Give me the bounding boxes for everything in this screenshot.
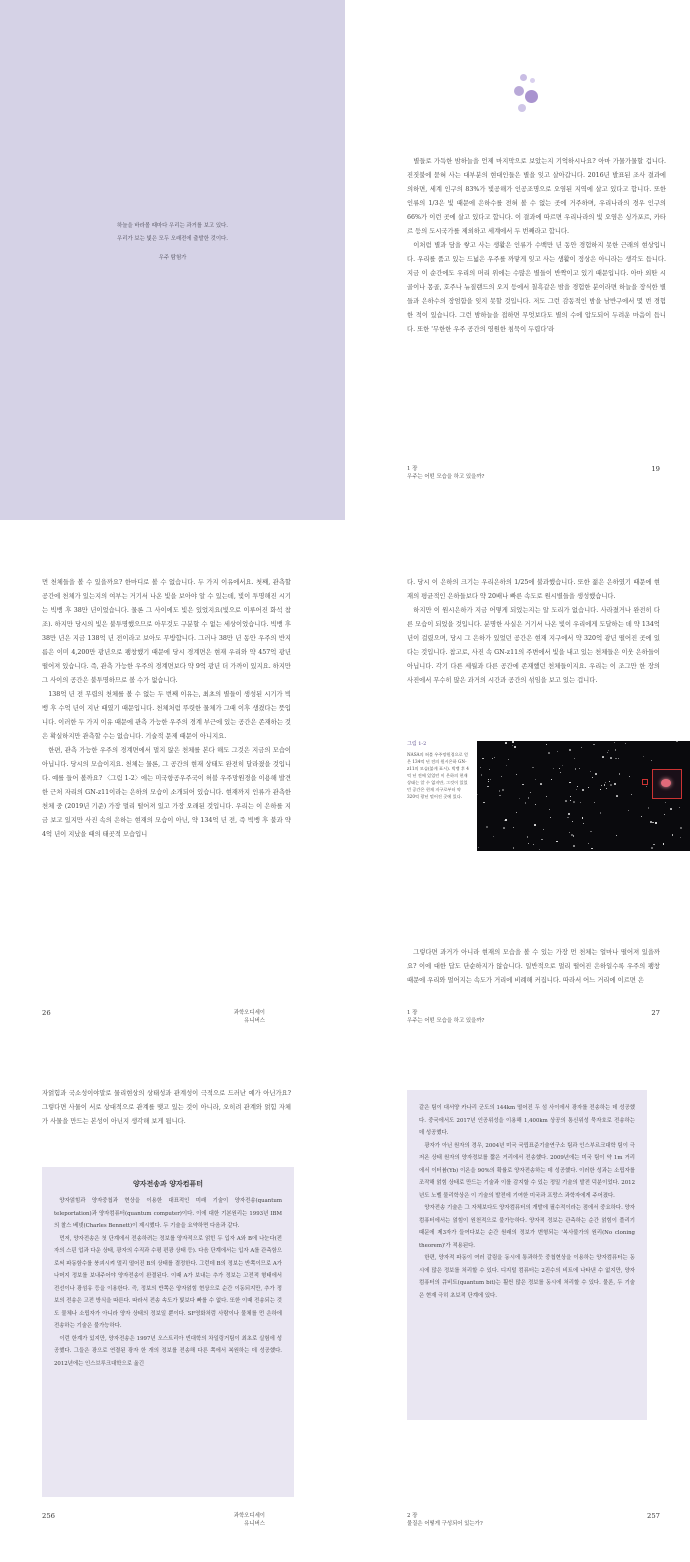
star-icon xyxy=(546,744,547,745)
star-icon xyxy=(540,783,542,785)
star-icon xyxy=(664,814,665,815)
star-icon xyxy=(512,745,513,746)
galaxy-icon xyxy=(661,779,671,787)
star-icon xyxy=(568,813,570,815)
chapter-footer xyxy=(407,465,484,481)
star-icon xyxy=(532,767,534,769)
star-icon xyxy=(591,848,592,849)
star-icon xyxy=(614,783,616,785)
star-icon xyxy=(513,847,514,848)
page-19 xyxy=(345,0,690,520)
star-icon xyxy=(565,800,567,802)
star-icon xyxy=(580,802,581,803)
star-icon xyxy=(581,747,582,748)
star-icon xyxy=(567,817,569,819)
box-paragraph: 이런 한계가 있지만, 양자전송은 1997년 오스트리아 빈대학의 차일링거팀이 최초로 실험에 성공했다. 그들은 광으로 연결된 광자 한 개의 정보를 전송해 다른 쪽에서 복원하는 데 성공했다. 2012년에는 인스브루크대학으로 옮긴 xyxy=(54,1335,282,1367)
star-icon xyxy=(553,768,554,769)
star-icon xyxy=(602,756,604,758)
epigraph-line-2: 우리가 보는 빛은 모두 오래전에 출발한 것이다. xyxy=(117,236,228,242)
star-icon xyxy=(556,841,558,843)
star-icon xyxy=(499,795,500,796)
paragraph: 그렇다면 과거가 아니라 현재의 모습을 볼 수 있는 가장 먼 천체는 얼마나 떨어져 있을까요? 이에 대한 답도 단순하지가 않습니다. 일반적으로 멀리 떨어진 은하일수록 우주의 팽창 때문에 우리와 멀어지는 속도가 거리에 비례해 커집니다. 따라서 어느 거리에 이르면 은 xyxy=(407,949,660,984)
paragraph: 하지만 이 원시은하가 지금 어떻게 되었는지는 알 도리가 없습니다. 사라졌거나 완전히 다른 모습이 되었을 것입니다. 분명한 사실은 거기서 나온 빛이 우리에게 도달하는 데 약 134억 년이 걸렸으며, 당시 그 은하가 있었던 공간은 현재 지구에서 약 320억 광년 떨어진 곳에 있다는 것입니다. 참고로, 사진 속 GN-z11의 주변에서 빛을 내고 있는 천체들은 이웃 은하들이 아닙니다. 각기 다른 세월과 다른 공간에 존재했던 천체들이지요. 우리는 이 조그만 한 장의 사진에서 무수히 많은 과거의 시간과 공간의 섞임을 보고 있는 겁니다. xyxy=(407,607,660,684)
star-icon xyxy=(512,741,514,743)
epigraph xyxy=(0,220,345,265)
star-icon xyxy=(482,758,484,760)
star-icon xyxy=(606,788,607,789)
chapter-title: 우주는 어떤 모습을 하고 있을까? xyxy=(407,474,485,480)
star-icon xyxy=(582,789,584,791)
page-27 xyxy=(345,521,690,1041)
page-number: 19 xyxy=(651,465,660,473)
star-icon xyxy=(651,847,653,849)
star-icon xyxy=(573,845,575,847)
star-icon xyxy=(525,802,526,803)
page-256 xyxy=(0,1042,345,1562)
star-icon xyxy=(560,772,561,773)
star-icon xyxy=(551,779,552,780)
star-icon xyxy=(513,827,514,828)
box-paragraph: 같은 팀이 대서양 카나리 군도의 144km 떨어진 두 섬 사이에서 광자를 전송하는 데 성공했다. 중국에서도 2017년 인공위성을 이용해 1,400km 상공의 통신위성 묵자호로 전송하는 데 성공했다. xyxy=(419,1105,635,1136)
star-icon xyxy=(486,826,488,828)
star-icon xyxy=(609,781,610,782)
star-icon xyxy=(477,794,478,795)
star-icon xyxy=(655,822,656,823)
box-title: 양자전송과 양자컴퓨터 xyxy=(132,1180,204,1188)
page-number: 256 xyxy=(42,1512,55,1520)
star-icon xyxy=(628,810,629,811)
star-icon xyxy=(494,757,495,758)
star-icon xyxy=(576,789,577,790)
star-icon xyxy=(605,782,606,783)
series-title: 과학오디세이 xyxy=(233,1513,265,1519)
star-icon xyxy=(579,768,580,769)
star-icon xyxy=(663,843,664,844)
sidebar-box xyxy=(42,1167,294,1497)
star-icon xyxy=(487,786,489,788)
page-number: 27 xyxy=(651,1009,660,1017)
star-icon xyxy=(514,746,516,748)
galaxy-inset-icon xyxy=(652,769,682,799)
star-icon xyxy=(615,749,616,750)
box-text xyxy=(42,1195,294,1370)
box-paragraph: 양자얽힘과 양자중첩과 현상을 이용한 대표적인 미래 기술이 양자전송(quantum teleportation)과 양자컴퓨터(quantum computer)이다. 이에 대한 기본원리는 1993년 IBM의 찰스 베넷(Charles Bennett)이 제시했다. 두 기술을 요약하면 다음과 같다. xyxy=(54,1198,282,1229)
epigraph-line-1: 하늘을 바라볼 때마다 우리는 과거를 보고 있다. xyxy=(117,223,228,229)
body-text xyxy=(407,155,666,337)
star-icon xyxy=(528,797,529,798)
star-icon xyxy=(528,843,529,844)
paragraph: 별들로 가득한 밤하늘을 언제 마지막으로 보았는지 기억하시나요? 아마 가물가물할 겁니다. 진짓불에 묻혀 사는 대부분의 현대인들은 별을 잊고 살아갑니다. 2016년 발표된 조사 결과에 의하면, 세계 인구의 83%가 빛공해가 인공조명으로 오염된 지역에 살고 있다고 합니다. 또한 인류의 1/3은 빛 때문에 은하수를 전혀 볼 수 없는 곳에 거주하며, 우리나라의 경우 인구의 66%가 이런 곳에 살고 있다고 합니다. 이 결과에 따르면 우리나라의 빛 오염은 싱가포르, 카타르 등의 도시국가를 제외하고 세계에서 두 번째라고 합니다. xyxy=(407,158,666,235)
star-icon xyxy=(588,843,589,844)
body-text-continued xyxy=(407,946,660,988)
figure-title: 그림 1-2 xyxy=(407,741,427,747)
star-icon xyxy=(616,835,617,836)
star-icon xyxy=(527,836,528,837)
star-icon xyxy=(559,768,560,769)
sidebar-box-continued xyxy=(407,1090,647,1420)
star-icon xyxy=(592,777,593,778)
publisher: 유니버스 xyxy=(244,1018,265,1024)
book-footer xyxy=(234,1009,265,1025)
star-icon xyxy=(506,765,507,766)
star-icon xyxy=(672,834,674,836)
star-icon xyxy=(546,796,547,797)
paragraph: 자얽힘과 국소성이야말로 물리현상의 상태성과 관계성이 극적으로 드러난 예가 아닌가요? 그렇다면 사물이 서로 상대적으로 관계를 맺고 있는 것이 아니라, 오히려 관계와 얽힘 자체가 사물을 만드는 본성이 아닌지 생각해 보게 됩니다. xyxy=(42,1090,291,1125)
star-icon xyxy=(478,847,479,848)
page-quote xyxy=(0,0,345,520)
star-icon xyxy=(541,839,542,840)
star-icon xyxy=(489,769,490,770)
paragraph: 다. 당시 이 은하의 크기는 우리은하의 1/25에 불과했습니다. 또한 젊은 은하였기 때문에 현재의 평균적인 은하들보다 약 20배나 빠른 속도로 원시별들을 생성했습니다. xyxy=(407,579,660,600)
star-icon xyxy=(535,804,536,805)
star-icon xyxy=(651,760,652,761)
star-icon xyxy=(595,773,597,775)
box-paragraph: 양자전송 기술은 그 자체보다도 양자컴퓨터의 개발에 필수적이라는 점에서 중요하다. 양자컴퓨터에서는 얽힘이 원천적으로 불가능하다. 양자적 정보는 관측하는 순간 얽힘이 풀리기 때문에 제3자가 들여다보는 순간 원래의 정보가 변형되는 '복사불가의 원리(No cloning theorem)'가 적용된다. xyxy=(419,1205,635,1249)
page-number: 257 xyxy=(647,1512,660,1520)
star-icon xyxy=(618,758,619,759)
page-26 xyxy=(0,521,345,1041)
figure-caption-text: NASA의 허블 우주망원경으로 얻은 134억 년 전의 원시은하 GN-z11의 모습(붉게 표시). 빅뱅 후 4억 년 전에 있었던 이 은하의 현재 상태는 알 수 없지만, 그것이 있었던 공간은 현재 지구로부터 약 320억 광년 떨어진 곳에 있다. xyxy=(407,752,469,799)
bubbles-decoration-icon xyxy=(510,70,550,120)
star-icon xyxy=(480,767,481,768)
star-icon xyxy=(557,751,558,752)
star-icon xyxy=(501,776,502,777)
star-icon xyxy=(631,794,632,795)
chapter-footer xyxy=(407,1512,483,1528)
star-icon xyxy=(505,742,507,744)
star-icon xyxy=(572,821,573,822)
star-icon xyxy=(508,759,509,760)
star-icon xyxy=(543,829,544,830)
chapter-title: 우주는 어떤 모습을 하고 있을까? xyxy=(407,1018,485,1024)
star-icon xyxy=(569,782,570,783)
star-icon xyxy=(616,795,618,797)
star-icon xyxy=(575,768,577,770)
star-icon xyxy=(569,832,570,833)
star-icon xyxy=(676,741,677,742)
star-icon xyxy=(601,785,602,786)
star-icon xyxy=(530,792,531,793)
star-icon xyxy=(604,784,606,786)
star-icon xyxy=(503,827,505,829)
galaxy-marker-icon xyxy=(642,779,648,785)
chapter-footer xyxy=(407,1009,484,1025)
box-paragraph: 한편, 양자적 파동이 여러 갈림을 동시에 통과하듯 중첩현상을 이용하는 양자컴퓨터는 동시에 많은 정보를 처리할 수 있다. 디지털 컴퓨터는 2진수의 비트에 나타낸 수 없지만, 양자컴퓨터의 큐비트(quantum bit)는 훨씬 많은 정보를 동시에 처리할 수 있다. 물론, 두 기술은 현재 극히 초보적 단계에 있다. xyxy=(419,1255,635,1299)
star-icon xyxy=(582,817,584,819)
star-icon xyxy=(600,789,601,790)
star-icon xyxy=(516,774,517,775)
series-title: 과학오디세이 xyxy=(233,1010,265,1016)
star-icon xyxy=(643,756,644,757)
star-icon xyxy=(548,752,550,754)
star-icon xyxy=(650,821,651,822)
chapter-label: 1 장 xyxy=(407,1010,418,1016)
body-text xyxy=(42,1087,291,1129)
star-icon xyxy=(653,844,654,845)
page-number: 26 xyxy=(42,1009,51,1017)
epigraph-author: 우주 탐험가 xyxy=(158,255,187,261)
star-icon xyxy=(646,786,647,787)
star-icon xyxy=(590,831,592,833)
star-icon xyxy=(488,779,489,780)
book-footer xyxy=(234,1512,265,1528)
body-text xyxy=(42,576,291,842)
star-icon xyxy=(539,849,540,850)
star-icon xyxy=(680,837,681,838)
star-icon xyxy=(516,812,517,813)
star-icon xyxy=(610,757,612,759)
star-icon xyxy=(499,790,501,792)
star-icon xyxy=(600,812,601,813)
star-icon xyxy=(502,789,504,791)
paragraph: 먼 천체들을 볼 수 있을까요? 한마디로 볼 수 없습니다. 두 가지 이유에서요. 첫째, 관측할 공간에 천체가 있는지의 여부는 거기서 나온 빛을 보아야 알 수 있는데, 빛이 투명해진 시기는 빅뱅 후 38만 년이었습니다. 물론 그 사이에도 빛은 있었지요(빛으로 이루어진 화석 참조). 하지만 당시의 빛은 불투명했으므로 아무것도 구분할 수 없는 세상이었습니다. 빅뱅 후 38만 년은 지금 138억 년 전이라고 보아도 무방합니다. 그러나 38만 년 동안 우주의 반지름은 이미 4,200만 광년으로 팽창했기 때문에 당시 경계면은 현재 우리와 약 457억 광년 떨어져 있습니다. 즉, 관측 가능한 우주의 경계면보다 약 9억 광년 더 가까이 있지요. 하지만 그 사이의 공간은 불투명하므로 볼 수가 없습니다. xyxy=(42,579,291,684)
star-icon xyxy=(550,817,551,818)
star-icon xyxy=(588,787,589,788)
star-icon xyxy=(488,781,489,782)
figure-1-2 xyxy=(407,741,690,851)
star-icon xyxy=(619,773,621,775)
star-icon xyxy=(562,765,563,766)
star-icon xyxy=(610,784,612,786)
star-icon xyxy=(573,835,574,836)
star-icon xyxy=(608,750,609,751)
star-icon xyxy=(519,798,520,799)
deep-field-image xyxy=(477,741,690,851)
star-icon xyxy=(534,824,536,826)
star-icon xyxy=(549,809,550,810)
star-icon xyxy=(493,836,494,837)
chapter-label: 1 장 xyxy=(407,466,418,472)
star-icon xyxy=(570,800,571,801)
star-icon xyxy=(594,802,595,803)
star-icon xyxy=(607,752,608,753)
paragraph: 이처럼 별과 담을 쌓고 사는 생활은 인류가 수백만 년 동안 경험하지 못한 근래의 현상입니다. 우리를 품고 있는 드넓은 우주를 까맣게 잊고 사는 생활이 정상은 아니라는 생각도 듭니다. 지금 이 순간에도 우리의 머리 위에는 수많은 별들이 반짝이고 있기 때문입니다. 아마 외딴 시골이나 몽골, 호주나 뉴질랜드의 오지 등에서 칠흑같은 밤을 경험한 분이라면 하늘을 장식한 별들과 은하수의 장엄함을 잊지 못할 것입니다. 저도 그런 감동적인 밤을 남반구에서 몇 번 경험한 적이 있습니다. 그런 밤하늘을 접하면 무엇보다도 별의 수에 압도되어 두려운 마음이 듭니다. 또한 '무한한 우주 공간의 영원한 침묵이 두렵다'라 xyxy=(407,242,666,333)
star-icon xyxy=(483,802,485,804)
publisher: 유니버스 xyxy=(244,1521,265,1527)
star-icon xyxy=(570,796,571,797)
star-icon xyxy=(593,744,594,745)
body-text xyxy=(407,576,660,688)
star-icon xyxy=(648,807,649,808)
star-icon xyxy=(590,771,591,772)
star-icon xyxy=(573,801,575,803)
box-paragraph: 광자가 아닌 원자의 경우, 2004년 미국 국립표준기술연구소 팀과 인스부르크대학 팀이 극저온 상태 원자의 양자정보를 짧은 거리에서 전송했다. 2009년에는 미국 팀이 약 1m 거리에서 이터븀(Yb) 이온을 90%의 확률로 양자전송하는 데 성공했다. 이러한 성과는 소립자를 조작해 얽힘 상태로 만드는 기술과 이를 감지할 수 있는 정밀 기술의 발전 덕분이었다. 2012년도 노벨 물리학상은 이 기술의 발전에 기여한 미국과 프랑스 과학자에게 주어졌다. xyxy=(419,1142,635,1199)
star-icon xyxy=(680,827,682,829)
star-icon xyxy=(504,820,506,822)
star-icon xyxy=(652,822,654,824)
paragraph: 138억 년 전 무렵의 천체를 볼 수 없는 두 번째 이유는, 최초의 별들이 생성된 시기가 빅뱅 후 수억 년이 지난 때였기 때문입니다. 천체처럼 뚜렷한 물체가 그때 이후 생겼다는 뜻입니다. 이러한 두 가지 이유 때문에 관측 가능한 우주의 경계 부근에 있는 공간은 존재하는 것은 확실하지만 관측할 수는 없습니다. 기술적 문제 때문이 아니지요. xyxy=(42,691,292,740)
star-icon xyxy=(522,784,524,786)
star-icon xyxy=(629,776,630,777)
star-icon xyxy=(492,758,493,759)
page-257 xyxy=(345,1042,690,1562)
figure-caption xyxy=(407,741,469,800)
paragraph: 한편, 관측 가능한 우주의 경계면에서 멀지 않은 천체를 본다 해도 그것은 지금의 모습이 아닙니다. 당시의 모습이지요. 천체는 물론, 그 공간의 현재 상태도 완전히 달라졌을 것입니다. 예를 들어 볼까요? 〈그림 1-2〉에는 미국항공우주국이 허블 우주망원경을 이용해 발견한 근처 자리의 GN-z11이라는 은하의 모습이 소개되어 있습니다. 현재까지 인류가 관측한 천체 중 (2019년 기준) 가장 멀리 떨어져 있고 가장 오래된 것입니다. 우리는 이 은하를 지금 보고 있지만 사진 속의 은하는 현재의 모습이 아닌, 약 134억 년 전, 즉 빅뱅 후 불과 약 4억 년이 지났을 때의 태곳적 모습입니 xyxy=(42,747,291,838)
star-icon xyxy=(490,779,491,780)
star-icon xyxy=(615,758,617,760)
star-icon xyxy=(535,779,536,780)
chapter-title: 물질은 어떻게 구성되어 있는가? xyxy=(407,1521,483,1527)
star-icon xyxy=(665,802,666,803)
box-paragraph: 먼저, 양자전송은 첫 단계에서 전송하려는 정보를 양자적으로 얽힌 두 입자 A와 B에 나눈다(전자의 스핀 업과 다운 상태, 광자의 수직과 수평 편광 상태 등). 다음 단계에서는 입자 A를 관측함으로써 파동함수를 붕괴시켜 멀리 떨어진 B의 상태를 결정한다. 그런데 B의 정보는 반쪽이므로 A가 나머지 정보를 보내주어야 양자전송이 완결된다. 이때 A가 보내는 추가 정보는 고전적 형태에서 전선이나 광섬유 등을 이용한다. 즉, 정보의 반쪽은 양자얽힘 현상으로 순간 이동되지만, 추가 정보의 전송은 고전 방식을 따른다. 따라서 전송 속도가 빛보다 빠를 수 없다. 또한 이때 전송되는 것도 물체나 소립자가 아니라 양자 상태의 정보일 뿐이다. SF영화처럼 사람이나 물체를 먼 은하에 전송하는 기술은 불가능하다. xyxy=(54,1235,282,1329)
star-icon xyxy=(533,844,534,845)
star-icon xyxy=(641,816,642,817)
chapter-label: 2 장 xyxy=(407,1513,418,1519)
star-icon xyxy=(574,758,575,759)
star-icon xyxy=(481,774,482,775)
box-text xyxy=(407,1090,647,1302)
star-icon xyxy=(670,808,672,810)
star-icon xyxy=(577,786,578,787)
star-icon xyxy=(583,823,584,824)
star-icon xyxy=(569,749,571,751)
star-icon xyxy=(614,742,615,743)
star-icon xyxy=(625,743,626,744)
star-icon xyxy=(679,807,680,808)
